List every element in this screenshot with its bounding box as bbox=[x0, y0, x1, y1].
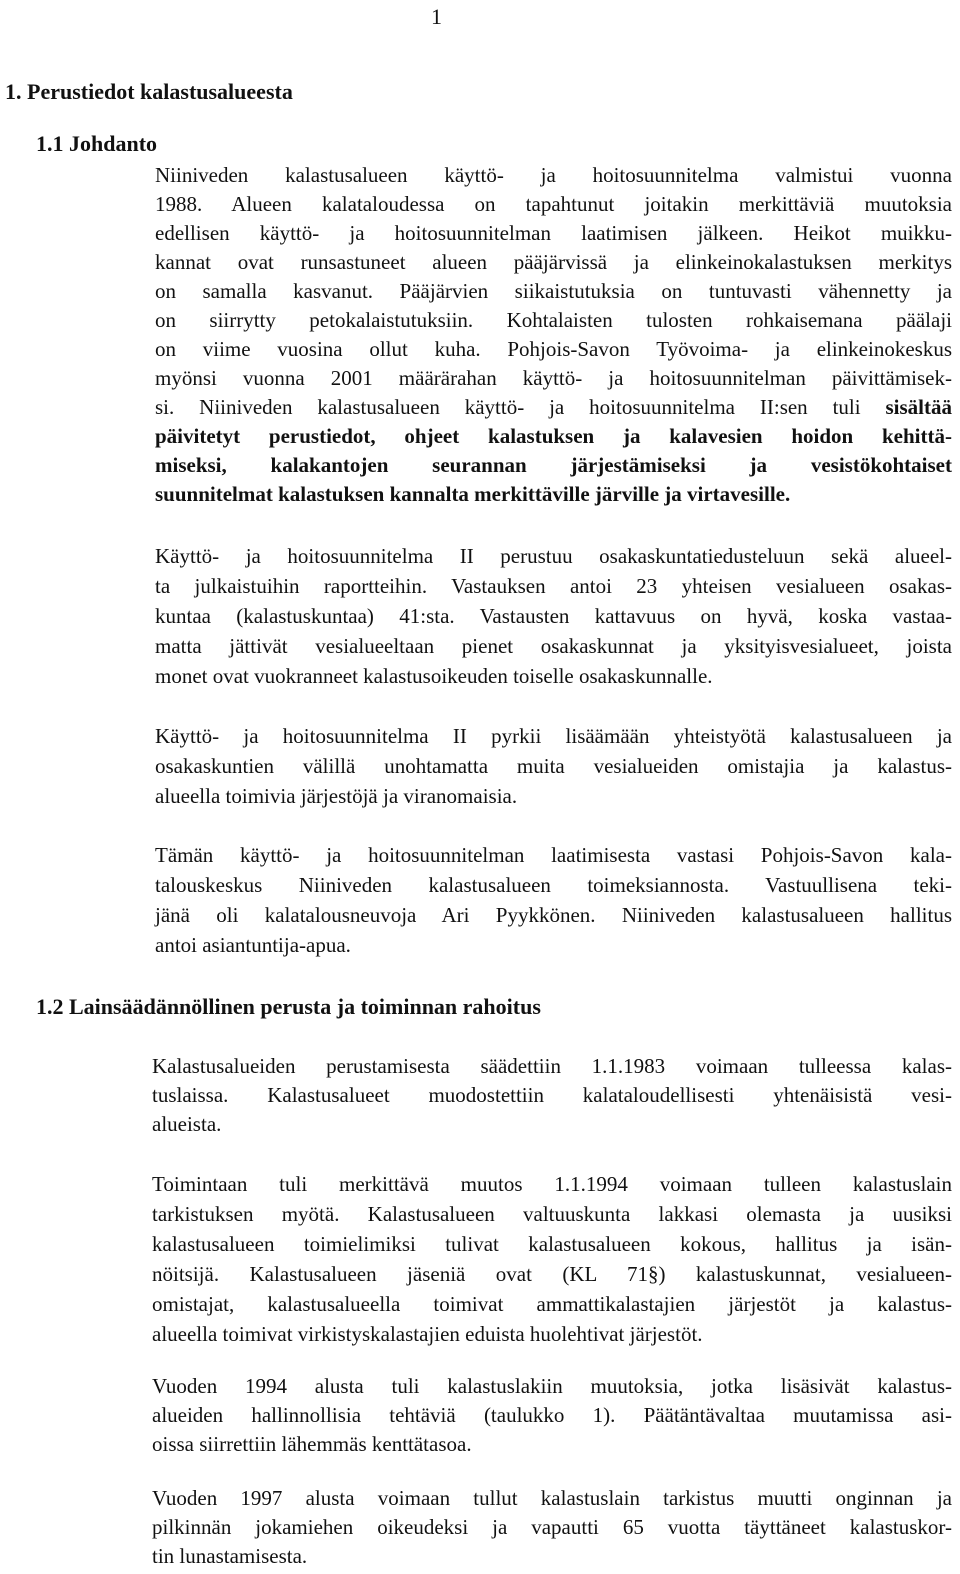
paragraph-line: monet ovat vuokranneet kalastusoikeuden toiselle osakaskunnalle. bbox=[155, 664, 713, 688]
bold-paragraph-line: miseksi, kalakantojen seurannan järjestämiseksi ja vesistökohtaiset bbox=[155, 453, 952, 477]
text-run: si. Niiniveden kalastusalueen käyttö- ja hoitosuunnitelma II:sen tuli bbox=[155, 395, 886, 419]
chapter-heading: 1. Perustiedot kalastusalueesta bbox=[5, 79, 293, 104]
paragraph-line: Kalastusalueiden perustamisesta säädettiin 1.1.1983 voimaan tulleessa kalas- bbox=[152, 1054, 952, 1078]
paragraph-line: ta julkaistuihin raportteihin. Vastauksen antoi 23 yhteisen vesialueen osakas- bbox=[155, 574, 952, 598]
paragraph-line: omistajat, kalastusalueella toimivat ammattikalastajien järjestöt ja kalastus- bbox=[152, 1292, 952, 1316]
paragraph-line: alueella toimivat virkistyskalastajien eduista huolehtivat järjestöt. bbox=[152, 1322, 703, 1346]
paragraph-line: Vuoden 1997 alusta voimaan tullut kalastuslain tarkistus muutti onginnan ja bbox=[152, 1486, 952, 1510]
paragraph-line: antoi asiantuntija-apua. bbox=[155, 933, 351, 957]
paragraph-line: talouskeskus Niiniveden kalastusalueen toimeksiannosta. Vastuullisena teki- bbox=[155, 873, 952, 897]
paragraph-line: on siirrytty petokalaistutuksiin. Kohtalaisten tulosten rohkaisemana päälaji bbox=[155, 308, 952, 332]
paragraph-line: alueiden hallinnollisia tehtäviä (taulukko 1). Päätäntävaltaa muutamissa asi- bbox=[152, 1403, 952, 1427]
paragraph-line: edellisen käyttö- ja hoitosuunnitelman laatimisen jälkeen. Heikot muikku- bbox=[155, 221, 952, 245]
paragraph-line: Vuoden 1994 alusta tuli kalastuslakiin muutoksia, jotka lisäsivät kalastus- bbox=[152, 1374, 952, 1398]
paragraph-line: tarkistuksen myötä. Kalastusalueen valtuuskunta lakkasi olemasta ja uusiksi bbox=[152, 1202, 952, 1226]
paragraph-line: on viime vuosina ollut kuha. Pohjois-Savon Työvoima- ja elinkeinokeskus bbox=[155, 337, 952, 361]
paragraph-line: osakaskuntien välillä unohtamatta muita vesialueiden omistajia ja kalastus- bbox=[155, 754, 952, 778]
paragraph-line: kalastusalueen toimielimiksi tulivat kalastusalueen kokous, hallitus ja isän- bbox=[152, 1232, 952, 1256]
paragraph-line: kannat ovat runsastuneet alueen pääjärvissä ja elinkeinokalastuksen merkitys bbox=[155, 250, 952, 274]
paragraph-line: Toimintaan tuli merkittävä muutos 1.1.1994 voimaan tulleen kalastuslain bbox=[152, 1172, 952, 1196]
paragraph-line: Tämän käyttö- ja hoitosuunnitelman laatimisesta vastasi Pohjois-Savon kala- bbox=[155, 843, 952, 867]
paragraph-line: Käyttö- ja hoitosuunnitelma II pyrkii lisäämään yhteistyötä kalastusalueen ja bbox=[155, 724, 952, 748]
paragraph-line: alueista. bbox=[152, 1112, 222, 1136]
paragraph-line: kuntaa (kalastuskuntaa) 41:sta. Vastausten kattavuus on hyvä, koska vastaa- bbox=[155, 604, 952, 628]
paragraph-line: on samalla kasvanut. Pääjärvien siikaistutuksia on tuntuvasti vähennetty ja bbox=[155, 279, 952, 303]
paragraph-line: jänä oli kalatalousneuvoja Ari Pyykkönen. Niiniveden kalastusalueen hallitus bbox=[155, 903, 952, 927]
bold-text-run: sisältää bbox=[885, 395, 952, 419]
paragraph-line-mixed bbox=[155, 397, 952, 418]
paragraph-line: tuslaissa. Kalastusalueet muodostettiin kalataloudellisesti yhtenäisistä vesi- bbox=[152, 1083, 952, 1107]
paragraph-line: 1988. Alueen kalataloudessa on tapahtunut joitakin merkittäviä muutoksia bbox=[155, 192, 952, 216]
paragraph-line: pilkinnän jokamiehen oikeudeksi ja vapautti 65 vuotta täyttäneet kalastuskor- bbox=[152, 1515, 952, 1539]
section-heading-lainsaadanto: 1.2 Lainsäädännöllinen perusta ja toiminnan rahoitus bbox=[36, 994, 541, 1019]
bold-paragraph-line: päivitetyt perustiedot, ohjeet kalastuksen ja kalavesien hoidon kehittä- bbox=[155, 424, 952, 448]
paragraph-line: alueella toimivia järjestöjä ja viranomaisia. bbox=[155, 784, 518, 808]
paragraph-line: nöitsijä. Kalastusalueen jäseniä ovat (KL 71§) kalastuskunnat, vesialueen- bbox=[152, 1262, 952, 1286]
paragraph-line: Käyttö- ja hoitosuunnitelma II perustuu osakaskuntatiedusteluun sekä alueel- bbox=[155, 544, 952, 568]
paragraph-line: oissa siirrettiin lähemmäs kenttätasoa. bbox=[152, 1432, 472, 1456]
paragraph-line: matta jättivät vesialueeltaan pienet osakaskunnat ja yksityisvesialueet, joista bbox=[155, 634, 952, 658]
bold-paragraph-line: suunnitelmat kalastuksen kannalta merkittäville järville ja virtavesille. bbox=[155, 482, 791, 506]
paragraph-line: myönsi vuonna 2001 määrärahan käyttö- ja hoitosuunnitelman päivittämisek- bbox=[155, 366, 952, 390]
paragraph-line: tin lunastamisesta. bbox=[152, 1544, 308, 1568]
page-number: 1 bbox=[431, 4, 442, 29]
paragraph-line: Niiniveden kalastusalueen käyttö- ja hoitosuunnitelma valmistui vuonna bbox=[155, 163, 952, 187]
section-heading-johdanto: 1.1 Johdanto bbox=[36, 131, 158, 156]
